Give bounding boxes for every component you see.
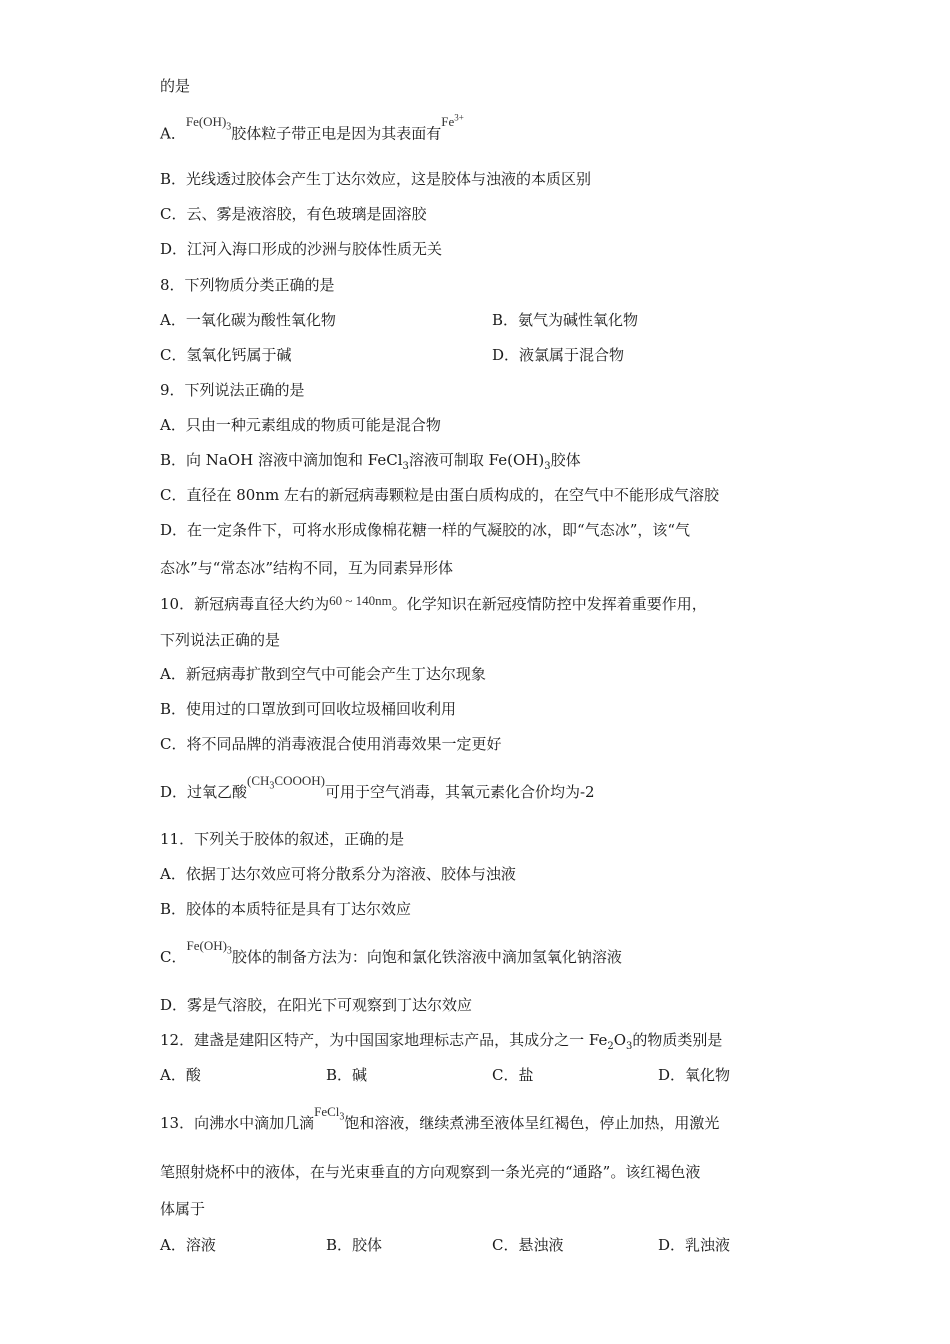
line-continuation: 的是 bbox=[160, 77, 191, 95]
q11-stem: 11．下列关于胶体的叙述，正确的是 bbox=[160, 830, 405, 848]
q8-option-d: D．液氯属于混合物 bbox=[492, 346, 625, 364]
q13-option-d: D．乳浊液 bbox=[658, 1236, 731, 1254]
q13-stem-line3: 体属于 bbox=[160, 1200, 206, 1218]
formula-fecl3: FeCl$_3$ bbox=[314, 1104, 345, 1123]
formula-peracetic-acid: $(CH_3COOOH)$ bbox=[247, 773, 325, 792]
q12-option-d: D．氧化物 bbox=[658, 1066, 731, 1084]
option-label: A． bbox=[160, 124, 186, 143]
q9-option-d-line2: 态冰”与“常态冰”结构不同，互为同素异形体 bbox=[160, 559, 454, 577]
q9-stem: 9．下列说法正确的是 bbox=[160, 381, 305, 399]
q8-option-a: A．一氧化碳为酸性氧化物 bbox=[160, 311, 336, 329]
q11-option-c: C．$Fe(OH)_3$胶体的制备方法为：向饱和氯化铁溶液中滴加氢氧化钠溶液 bbox=[160, 938, 622, 966]
q7-option-c: C．云、雾是液溶胶，有色玻璃是固溶胶 bbox=[160, 205, 427, 223]
q12-option-c: C．盐 bbox=[492, 1066, 534, 1084]
q10-option-d: D．过氧乙酸$(CH_3COOOH)$可用于空气消毒，其氧元素化合价均为-2 bbox=[160, 773, 595, 801]
q11-option-a: A．依据丁达尔效应可将分散系分为溶液、胶体与浊液 bbox=[160, 865, 516, 883]
q7-option-d: D．江河入海口形成的沙洲与胶体性质无关 bbox=[160, 240, 443, 258]
q12-stem: 12．建盏是建阳区特产，为中国国家地理标志产品，其成分之一 $Fe_2O_3$的物质类别是 bbox=[160, 1031, 723, 1052]
q10-stem-line2: 下列说法正确的是 bbox=[160, 631, 281, 649]
q8-stem: 8．下列物质分类正确的是 bbox=[160, 276, 335, 294]
q9-option-b: B．向 NaOH 溶液中滴加饱和 FeCl$_3$溶液可制取 $Fe(OH)_3$胶体 bbox=[160, 451, 581, 472]
q13-stem-line1: 13．向沸水中滴加几滴FeCl$_3$饱和溶液，继续煮沸至液体呈红褐色，停止加热，用激光 bbox=[160, 1104, 720, 1132]
q9-option-c: C．直径在 80nm 左右的新冠病毒颗粒是由蛋白质构成的，在空气中不能形成气溶胶 bbox=[160, 486, 719, 504]
q7-option-b: B．光线透过胶体会产生丁达尔效应，这是胶体与浊液的本质区别 bbox=[160, 170, 592, 188]
q11-option-d: D．雾是气溶胶，在阳光下可观察到丁达尔效应 bbox=[160, 996, 473, 1014]
formula-diameter: 60 ~ 140nm bbox=[329, 593, 392, 608]
q9-option-d-line1: D．在一定条件下，可将水形成像棉花糖一样的气凝胶的冰，即“气态冰”，该“气 bbox=[160, 521, 691, 539]
q10-option-c: C．将不同品牌的消毒液混合使用消毒效果一定更好 bbox=[160, 735, 502, 753]
formula-feoh3: $Fe(OH)_3$ bbox=[186, 938, 232, 957]
q13-option-b: B．胶体 bbox=[326, 1236, 383, 1254]
q7-option-a: A．$Fe(OH)_3$胶体粒子带正电是因为其表面有$Fe^{3+}$ bbox=[160, 113, 464, 143]
q10-option-a: A．新冠病毒扩散到空气中可能会产生丁达尔现象 bbox=[160, 665, 486, 683]
q11-option-b: B．胶体的本质特征是具有丁达尔效应 bbox=[160, 900, 412, 918]
q8-option-b: B．氨气为碱性氧化物 bbox=[492, 311, 639, 329]
formula-fe3plus: $Fe^{3+}$ bbox=[441, 113, 464, 130]
q13-stem-line2: 笔照射烧杯中的液体，在与光束垂直的方向观察到一条光亮的“通路”。该红褐色液 bbox=[160, 1163, 701, 1181]
q13-option-a: A．溶液 bbox=[160, 1236, 216, 1254]
formula-feoh3: $Fe(OH)_3$ bbox=[185, 114, 232, 133]
q12-option-a: A．酸 bbox=[160, 1066, 201, 1084]
q12-option-b: B．碱 bbox=[326, 1066, 368, 1084]
q10-option-b: B．使用过的口罩放到可回收垃圾桶回收利用 bbox=[160, 700, 457, 718]
q8-option-c: C．氢氧化钙属于碱 bbox=[160, 346, 292, 364]
q10-stem-line1: 10．新冠病毒直径大约为60 ~ 140nm。化学知识在新冠疫情防控中发挥着重要作用， bbox=[160, 593, 707, 613]
q9-option-a: A．只由一种元素组成的物质可能是混合物 bbox=[160, 416, 441, 434]
q13-option-c: C．悬浊液 bbox=[492, 1236, 564, 1254]
